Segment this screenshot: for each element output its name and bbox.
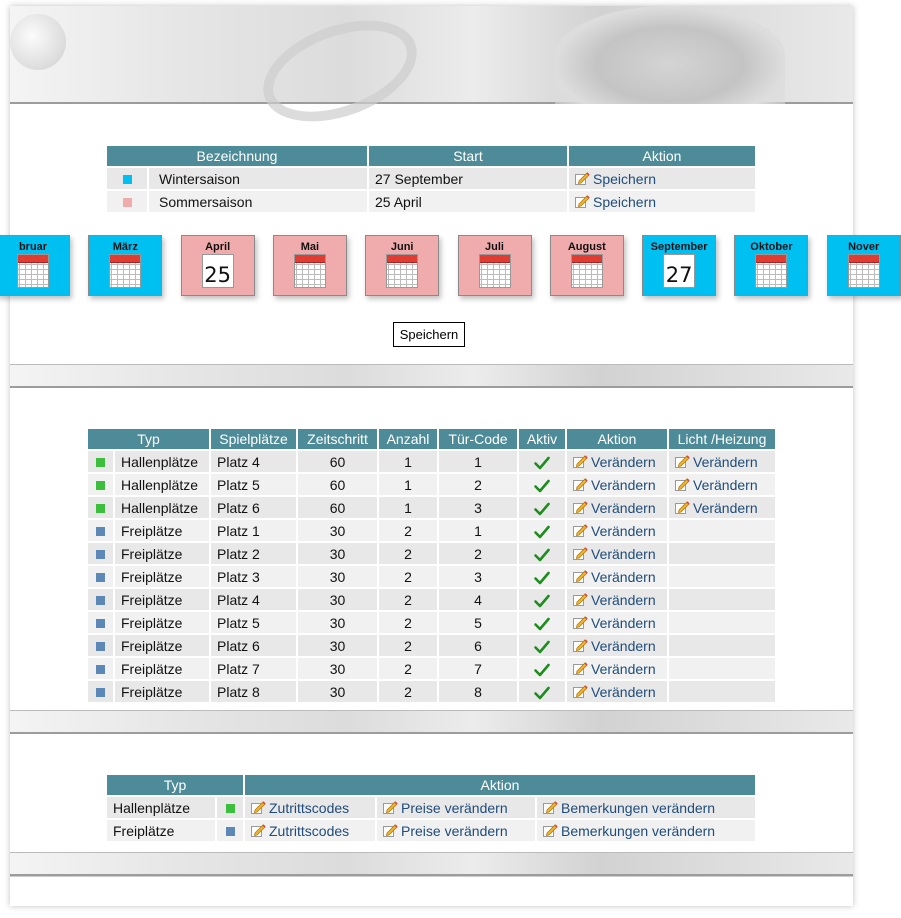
court-name: Platz 1: [211, 520, 296, 541]
month-name: September: [650, 241, 708, 253]
court-edit-link[interactable]: Verändern: [591, 614, 656, 631]
court-light-cell: [669, 520, 775, 541]
court-type-color-cell: [88, 681, 113, 702]
month-tile[interactable]: [550, 235, 624, 296]
type-color-swatch: [226, 827, 235, 836]
edit-notes-link[interactable]: Bemerkungen verändern: [561, 799, 716, 816]
court-type: Freiplätze: [115, 658, 209, 679]
edit-pencil-icon: [543, 824, 558, 837]
month-tile[interactable]: [734, 235, 808, 296]
edit-pencil-icon: [573, 662, 588, 675]
courts-header-courts: Spielplätze: [211, 429, 296, 449]
court-type-color-cell: [88, 635, 113, 656]
court-types-table: [105, 773, 757, 843]
court-name: Platz 4: [211, 451, 296, 472]
court-edit-link[interactable]: Verändern: [591, 453, 656, 470]
court-type-color-cell: [88, 474, 113, 495]
check-icon: [534, 594, 550, 608]
court-active-cell: [519, 635, 565, 656]
season-name: Sommersaison: [149, 191, 367, 212]
season-name: Wintersaison: [149, 168, 367, 189]
court-type: Freiplätze: [115, 589, 209, 610]
court-type-swatch: [96, 550, 105, 559]
court-type-color-cell: [88, 589, 113, 610]
racket-decoration: [249, 1, 430, 140]
edit-pencil-icon: [573, 501, 588, 514]
edit-pencil-icon: [573, 593, 588, 606]
edit-prices-link[interactable]: Preise verändern: [401, 822, 508, 839]
court-name: Platz 8: [211, 681, 296, 702]
court-row: [88, 612, 775, 633]
month-tile[interactable]: [0, 235, 70, 296]
court-edit-link[interactable]: Verändern: [591, 591, 656, 608]
court-edit-link[interactable]: Verändern: [591, 683, 656, 700]
court-type-swatch: [96, 619, 105, 628]
court-time-step: 30: [298, 681, 377, 702]
court-name: Platz 2: [211, 543, 296, 564]
court-count: 2: [379, 566, 437, 587]
court-edit-link[interactable]: Verändern: [591, 499, 656, 516]
court-edit-link[interactable]: Verändern: [591, 522, 656, 539]
check-icon: [534, 456, 550, 470]
court-door-code: 3: [439, 566, 517, 587]
type-prices-cell: [377, 820, 535, 841]
type-color-cell: [217, 797, 243, 818]
court-light-cell: [669, 451, 775, 472]
court-action-cell: [567, 612, 667, 633]
edit-pencil-icon: [251, 801, 266, 814]
court-light-cell: [669, 635, 775, 656]
court-active-cell: [519, 681, 565, 702]
court-edit-link[interactable]: Verändern: [591, 637, 656, 654]
court-count: 2: [379, 681, 437, 702]
courts-header-code: Tür-Code: [439, 429, 517, 449]
court-active-cell: [519, 589, 565, 610]
courts-header-action: Aktion: [567, 429, 667, 449]
month-name: März: [112, 241, 138, 253]
court-type: Freiplätze: [115, 681, 209, 702]
month-tile[interactable]: [181, 235, 255, 296]
season-header-action: Aktion: [569, 146, 755, 166]
courts-header-active: Aktiv: [519, 429, 565, 449]
type-name: Hallenplätze: [107, 797, 215, 818]
type-prices-cell: [377, 797, 535, 818]
season-row: [107, 168, 755, 189]
court-row: [88, 520, 775, 541]
season-color-cell: [107, 168, 147, 189]
calendar-icon: [17, 254, 49, 288]
edit-pencil-icon: [383, 801, 398, 814]
season-action-cell: [569, 191, 755, 212]
court-type-color-cell: [88, 451, 113, 472]
footer-banner: [10, 852, 853, 876]
court-door-code: 6: [439, 635, 517, 656]
court-type-swatch: [96, 573, 105, 582]
court-light-cell: [669, 681, 775, 702]
type-color-cell: [217, 820, 243, 841]
court-type-color-cell: [88, 612, 113, 633]
edit-pencil-icon: [383, 824, 398, 837]
court-count: 1: [379, 474, 437, 495]
courts-table: [86, 427, 777, 704]
court-light-cell: [669, 474, 775, 495]
court-edit-link[interactable]: Verändern: [591, 545, 656, 562]
save-button[interactable]: Speichern: [393, 322, 465, 347]
check-icon: [534, 548, 550, 562]
court-action-cell: [567, 589, 667, 610]
edit-pencil-icon: [573, 478, 588, 491]
court-name: Platz 7: [211, 658, 296, 679]
bottom-divider: [10, 876, 853, 877]
court-count: 2: [379, 589, 437, 610]
edit-notes-link[interactable]: Bemerkungen verändern: [561, 822, 716, 839]
court-door-code: 2: [439, 543, 517, 564]
court-time-step: 30: [298, 612, 377, 633]
season-header-name: Bezeichnung: [107, 146, 367, 166]
court-type: Freiplätze: [115, 566, 209, 587]
month-name: Mai: [300, 241, 320, 253]
season-color-swatch: [123, 198, 132, 207]
court-light-cell: [669, 497, 775, 518]
type-color-swatch: [226, 804, 235, 813]
court-door-code: 1: [439, 451, 517, 472]
month-tile[interactable]: [88, 235, 162, 296]
court-type-swatch: [96, 688, 105, 697]
calendar-icon: [571, 254, 603, 288]
type-notes-cell: [537, 820, 755, 841]
court-door-code: 5: [439, 612, 517, 633]
season-color-swatch: [123, 175, 132, 184]
court-active-cell: [519, 543, 565, 564]
section-divider-banner: [10, 710, 853, 734]
calendar-day: 27: [665, 263, 693, 287]
court-light-cell: [669, 566, 775, 587]
court-time-step: 30: [298, 589, 377, 610]
court-type: Freiplätze: [115, 635, 209, 656]
court-name: Platz 5: [211, 612, 296, 633]
court-time-step: 60: [298, 451, 377, 472]
edit-pencil-icon: [573, 455, 588, 468]
court-time-step: 30: [298, 566, 377, 587]
types-header-action: Aktion: [245, 775, 755, 795]
court-type-swatch: [96, 665, 105, 674]
calendar-icon: [848, 254, 880, 288]
month-calendar-strip: [0, 235, 880, 297]
edit-prices-link[interactable]: Preise verändern: [401, 799, 508, 816]
month-name: August: [567, 241, 606, 253]
month-name: Juni: [390, 241, 414, 253]
calendar-icon: [386, 254, 418, 288]
court-type-swatch: [96, 481, 105, 490]
court-light-edit-link[interactable]: Verändern: [693, 476, 758, 493]
court-action-cell: [567, 681, 667, 702]
month-name: bruar: [18, 241, 48, 253]
court-name: Platz 3: [211, 566, 296, 587]
courts-header-type: Typ: [88, 429, 209, 449]
court-name: Platz 6: [211, 635, 296, 656]
edit-pencil-icon: [573, 524, 588, 537]
section-divider-banner: [10, 364, 853, 388]
court-type: Freiplätze: [115, 520, 209, 541]
court-type-color-cell: [88, 543, 113, 564]
court-row: [88, 474, 775, 495]
court-action-cell: [567, 635, 667, 656]
court-active-cell: [519, 497, 565, 518]
court-action-cell: [567, 474, 667, 495]
edit-pencil-icon: [543, 801, 558, 814]
court-count: 2: [379, 635, 437, 656]
court-active-cell: [519, 566, 565, 587]
court-light-edit-link[interactable]: Verändern: [693, 499, 758, 516]
court-name: Platz 5: [211, 474, 296, 495]
court-type-swatch: [96, 504, 105, 513]
court-count: 2: [379, 658, 437, 679]
access-codes-link[interactable]: Zutrittscodes: [269, 799, 350, 816]
court-row: [88, 681, 775, 702]
court-active-cell: [519, 612, 565, 633]
month-tile[interactable]: [827, 235, 901, 296]
type-codes-cell: [245, 820, 375, 841]
court-type-swatch: [96, 527, 105, 536]
types-header-type: Typ: [107, 775, 243, 795]
season-start: 25 April: [369, 191, 567, 212]
month-name: Nover: [848, 241, 880, 253]
court-row: [88, 543, 775, 564]
court-count: 1: [379, 497, 437, 518]
court-type: Hallenplätze: [115, 497, 209, 518]
court-action-cell: [567, 566, 667, 587]
month-name: Oktober: [750, 241, 793, 253]
court-edit-link[interactable]: Verändern: [591, 476, 656, 493]
court-action-cell: [567, 520, 667, 541]
tennis-ball-decoration: [10, 14, 66, 70]
court-name: Platz 6: [211, 497, 296, 518]
court-type-swatch: [96, 458, 105, 467]
court-door-code: 3: [439, 497, 517, 518]
check-icon: [534, 663, 550, 677]
edit-pencil-icon: [575, 172, 590, 185]
court-active-cell: [519, 520, 565, 541]
court-type-row: [107, 797, 755, 818]
court-active-cell: [519, 658, 565, 679]
court-count: 2: [379, 520, 437, 541]
courts-header-count: Anzahl: [379, 429, 437, 449]
court-light-cell: [669, 658, 775, 679]
court-type-color-cell: [88, 520, 113, 541]
court-door-code: 2: [439, 474, 517, 495]
court-active-cell: [519, 451, 565, 472]
check-icon: [534, 571, 550, 585]
court-time-step: 30: [298, 658, 377, 679]
edit-pencil-icon: [675, 455, 690, 468]
court-door-code: 7: [439, 658, 517, 679]
player-photo-decoration: [555, 6, 785, 104]
court-type-swatch: [96, 596, 105, 605]
court-type-color-cell: [88, 658, 113, 679]
court-name: Platz 4: [211, 589, 296, 610]
court-light-cell: [669, 589, 775, 610]
court-time-step: 60: [298, 474, 377, 495]
court-count: 1: [379, 451, 437, 472]
month-name: April: [205, 241, 231, 253]
month-tile[interactable]: [273, 235, 347, 296]
check-icon: [534, 617, 550, 631]
calendar-icon: [755, 254, 787, 288]
season-row: [107, 191, 755, 212]
calendar-day: 25: [204, 263, 231, 287]
court-time-step: 30: [298, 635, 377, 656]
edit-pencil-icon: [573, 616, 588, 629]
page-frame: [10, 6, 880, 906]
court-type-row: [107, 820, 755, 841]
court-time-step: 60: [298, 497, 377, 518]
court-active-cell: [519, 474, 565, 495]
edit-pencil-icon: [573, 570, 588, 583]
court-row: [88, 589, 775, 610]
season-header-start: Start: [369, 146, 567, 166]
edit-pencil-icon: [675, 501, 690, 514]
court-type: Freiplätze: [115, 612, 209, 633]
season-start: 27 September: [369, 168, 567, 189]
court-count: 2: [379, 543, 437, 564]
season-color-cell: [107, 191, 147, 212]
court-type-swatch: [96, 642, 105, 651]
month-tile[interactable]: [458, 235, 532, 296]
court-row: [88, 658, 775, 679]
court-row: [88, 497, 775, 518]
court-row: [88, 635, 775, 656]
season-table: [105, 144, 757, 214]
court-type-color-cell: [88, 566, 113, 587]
court-light-cell: [669, 612, 775, 633]
season-save-link[interactable]: Speichern: [593, 193, 657, 210]
calendar-icon: [479, 254, 511, 288]
court-row: [88, 566, 775, 587]
court-edit-link[interactable]: Verändern: [591, 660, 656, 677]
court-light-edit-link[interactable]: Verändern: [693, 453, 758, 470]
edit-pencil-icon: [675, 478, 690, 491]
edit-pencil-icon: [575, 195, 590, 208]
court-type-color-cell: [88, 497, 113, 518]
court-action-cell: [567, 658, 667, 679]
edit-pencil-icon: [573, 685, 588, 698]
calendar-icon: [663, 254, 695, 288]
check-icon: [534, 640, 550, 654]
month-tile[interactable]: [642, 235, 716, 296]
type-codes-cell: [245, 797, 375, 818]
check-icon: [534, 479, 550, 493]
court-time-step: 30: [298, 520, 377, 541]
court-action-cell: [567, 497, 667, 518]
court-count: 2: [379, 612, 437, 633]
court-light-cell: [669, 543, 775, 564]
calendar-icon: [109, 254, 141, 288]
courts-header-step: Zeitschritt: [298, 429, 377, 449]
edit-pencil-icon: [573, 547, 588, 560]
season-save-link[interactable]: Speichern: [593, 170, 657, 187]
court-action-cell: [567, 543, 667, 564]
month-name: Juli: [485, 241, 504, 253]
check-icon: [534, 502, 550, 516]
courts-header-light: Licht /Heizung: [669, 429, 775, 449]
court-door-code: 1: [439, 520, 517, 541]
court-type: Freiplätze: [115, 543, 209, 564]
court-type: Hallenplätze: [115, 451, 209, 472]
court-door-code: 8: [439, 681, 517, 702]
court-edit-link[interactable]: Verändern: [591, 568, 656, 585]
calendar-icon: [294, 254, 326, 288]
header-banner: [10, 6, 853, 104]
access-codes-link[interactable]: Zutrittscodes: [269, 822, 350, 839]
type-notes-cell: [537, 797, 755, 818]
check-icon: [534, 686, 550, 700]
court-type: Hallenplätze: [115, 474, 209, 495]
edit-pencil-icon: [251, 824, 266, 837]
month-tile[interactable]: [365, 235, 439, 296]
court-row: [88, 451, 775, 472]
edit-pencil-icon: [573, 639, 588, 652]
court-action-cell: [567, 451, 667, 472]
court-door-code: 4: [439, 589, 517, 610]
season-action-cell: [569, 168, 755, 189]
court-time-step: 30: [298, 543, 377, 564]
calendar-icon: [202, 254, 234, 288]
check-icon: [534, 525, 550, 539]
type-name: Freiplätze: [107, 820, 215, 841]
